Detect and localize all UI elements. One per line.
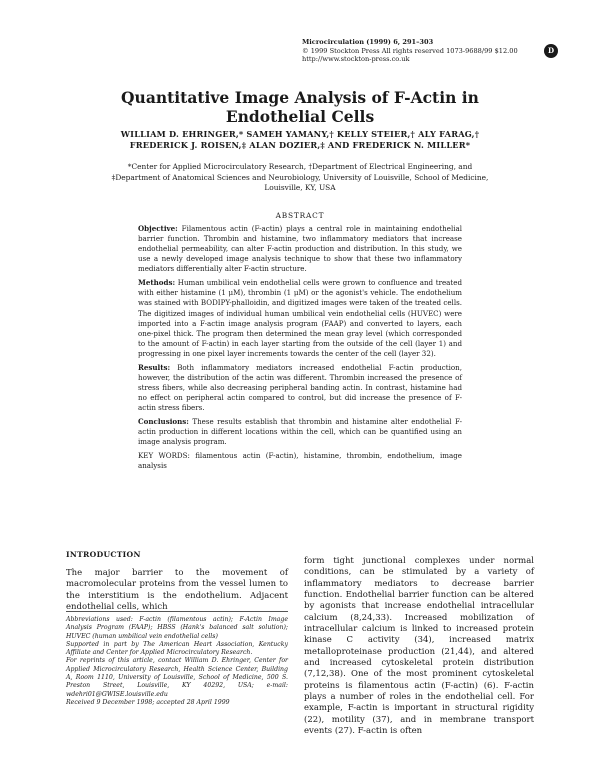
objective-label: Objective: — [138, 224, 178, 233]
publisher-url: http://www.stockton-press.co.uk — [302, 55, 410, 64]
journal-citation: Microcirculation (1999) 6, 291–303 — [302, 38, 434, 46]
abstract-methods — [138, 278, 462, 359]
results-text: Both inflammatory mediators increased endothelial F-actin production, however, the distribution of the actin was different. Thrombin increased the presence of stress fibers, while also decreasing peripheral banding actin. In contrast, histamine had no effect on peripheral actin compared to control, but did increase the presence of F-actin stress fibers. — [138, 362, 462, 413]
introduction-left-column — [66, 568, 288, 614]
article-title: Quantitative Image Analysis of F-Actin in Endothelial Cells — [121, 88, 479, 126]
footnote-support: Supported in part by The American Heart Association, Kentucky Affiliate and Center for Applied Microcirculatory Research. — [66, 640, 288, 657]
abstract-conclusions — [138, 417, 462, 447]
author-affiliations: *Center for Applied Microcirculatory Research, †Department of Electrical Engineering, and ‡Department of Anatomical Sciences and Neurobiology, University of Louisville, School of Medicine, Louisville, KY, USA — [111, 162, 489, 193]
abstract-body — [138, 224, 462, 475]
footnote-received: Received 9 December 1998; accepted 28 April 1999 — [66, 698, 230, 706]
journal-header — [302, 38, 562, 64]
keywords-label: KEY WORDS: — [138, 451, 190, 461]
keywords — [138, 451, 462, 471]
footnote-reprints: For reprints of this article, contact William D. Ehringer, Center for Applied Microcirculatory Research, Health Science Center, Building A, Room 1110, University of Louisville, School of Medicine, 500 S. Preston Street, Louisville, KY 40292, USA; e-mail: wdehri01@GWISE.louisville.edu — [66, 657, 288, 698]
conclusions-label: Conclusions: — [138, 417, 189, 427]
footnote-divider — [66, 611, 288, 612]
abstract-heading: ABSTRACT — [275, 211, 325, 220]
introduction-left-text: The major barrier to the movement of macromolecular proteins from the vessel lumen to the interstitium is the endothelium. Adjacent endothelial cells, which — [66, 568, 288, 613]
introduction-right-text: form tight junctional complexes under normal conditions, can be stimulated by a variety of inflammatory mediators to decrease barrier function. Endothelial barrier function can be altered by agonists that increase endothelial intracellular calcium (8,24,33). Increased mobilization of intracellular calcium is linked to increased protein kinase C activity (34), increased matrix metalloproteinase production (21,44), and altered and increased cytoskeletal protein distribution (7,12,38). One of the most prominent cytoskeletal proteins is filamentous actin (F-actin) (6). F-actin plays a number of roles in the endothelial cell. For example, F-actin is important in structural rigidity (22), motility (37), and in membrane transport events (27). F-actin is often — [304, 556, 534, 737]
footnote-abbreviations: Abbreviations used: F-actin (filamentous actin); F-Actin Image Analysis Program (FAAP); HBSS (Hank's balanced salt solution); HUVEC (human umbilical vein endothelial cells) — [66, 616, 288, 640]
abstract-results — [138, 363, 462, 413]
publisher-logo-icon: D — [544, 44, 558, 58]
objective-text: Filamentous actin (F-actin) plays a central role in maintaining endothelial barrier function. Thrombin and histamine, two inflammatory mediators that increase endothelial permeability, can alter F-actin production and distribution. In this study, we use a newly developed image analysis technique to show that these two inflammatory mediators differentially alter F-actin structure. — [138, 224, 462, 274]
abstract-objective — [138, 224, 462, 274]
results-label: Results: — [138, 362, 171, 372]
author-list: WILLIAM D. EHRINGER,* SAMEH YAMANY,† KELLY STEIER,† ALY FARAG,† FREDERICK J. ROISEN,‡ ALAN DOZIER,‡ AND FREDERICK N. MILLER* — [120, 129, 480, 150]
introduction-heading: INTRODUCTION — [66, 550, 141, 559]
conclusions-text: These results establish that thrombin and histamine alter endothelial F-actin production in different locations within the cell, which can be quantified using an image analysis program. — [138, 417, 462, 447]
copyright-line: © 1999 Stockton Press All rights reserved 1073-9688/99 $12.00 — [302, 46, 518, 55]
introduction-right-column — [304, 556, 534, 738]
methods-text: Human umbilical vein endothelial cells were grown to confluence and treated with either histamine (1 μM), thrombin (1 μM) or the agonist's vehicle. The endothelium was stained with BODIPY-phalloidin, and digitized images were taken of the treated cells. The digitized images of individual human umbilical vein endothelial cells (HUVEC) were imported into a F-actin image analysis program (FAAP) and converted to layers, each one-pixel thick. The program then determined the mean gray level (which corresponded to the amount of F-actin) in each layer starting from the outside of the cell (layer 1) and progressing in one pixel layer increments towards the center of the cell (layer 32). — [138, 278, 462, 358]
keywords-text: filamentous actin (F-actin), histamine, thrombin, endothelium, image analysis — [138, 451, 462, 471]
methods-label: Methods: — [138, 278, 176, 288]
footnotes — [66, 616, 288, 707]
